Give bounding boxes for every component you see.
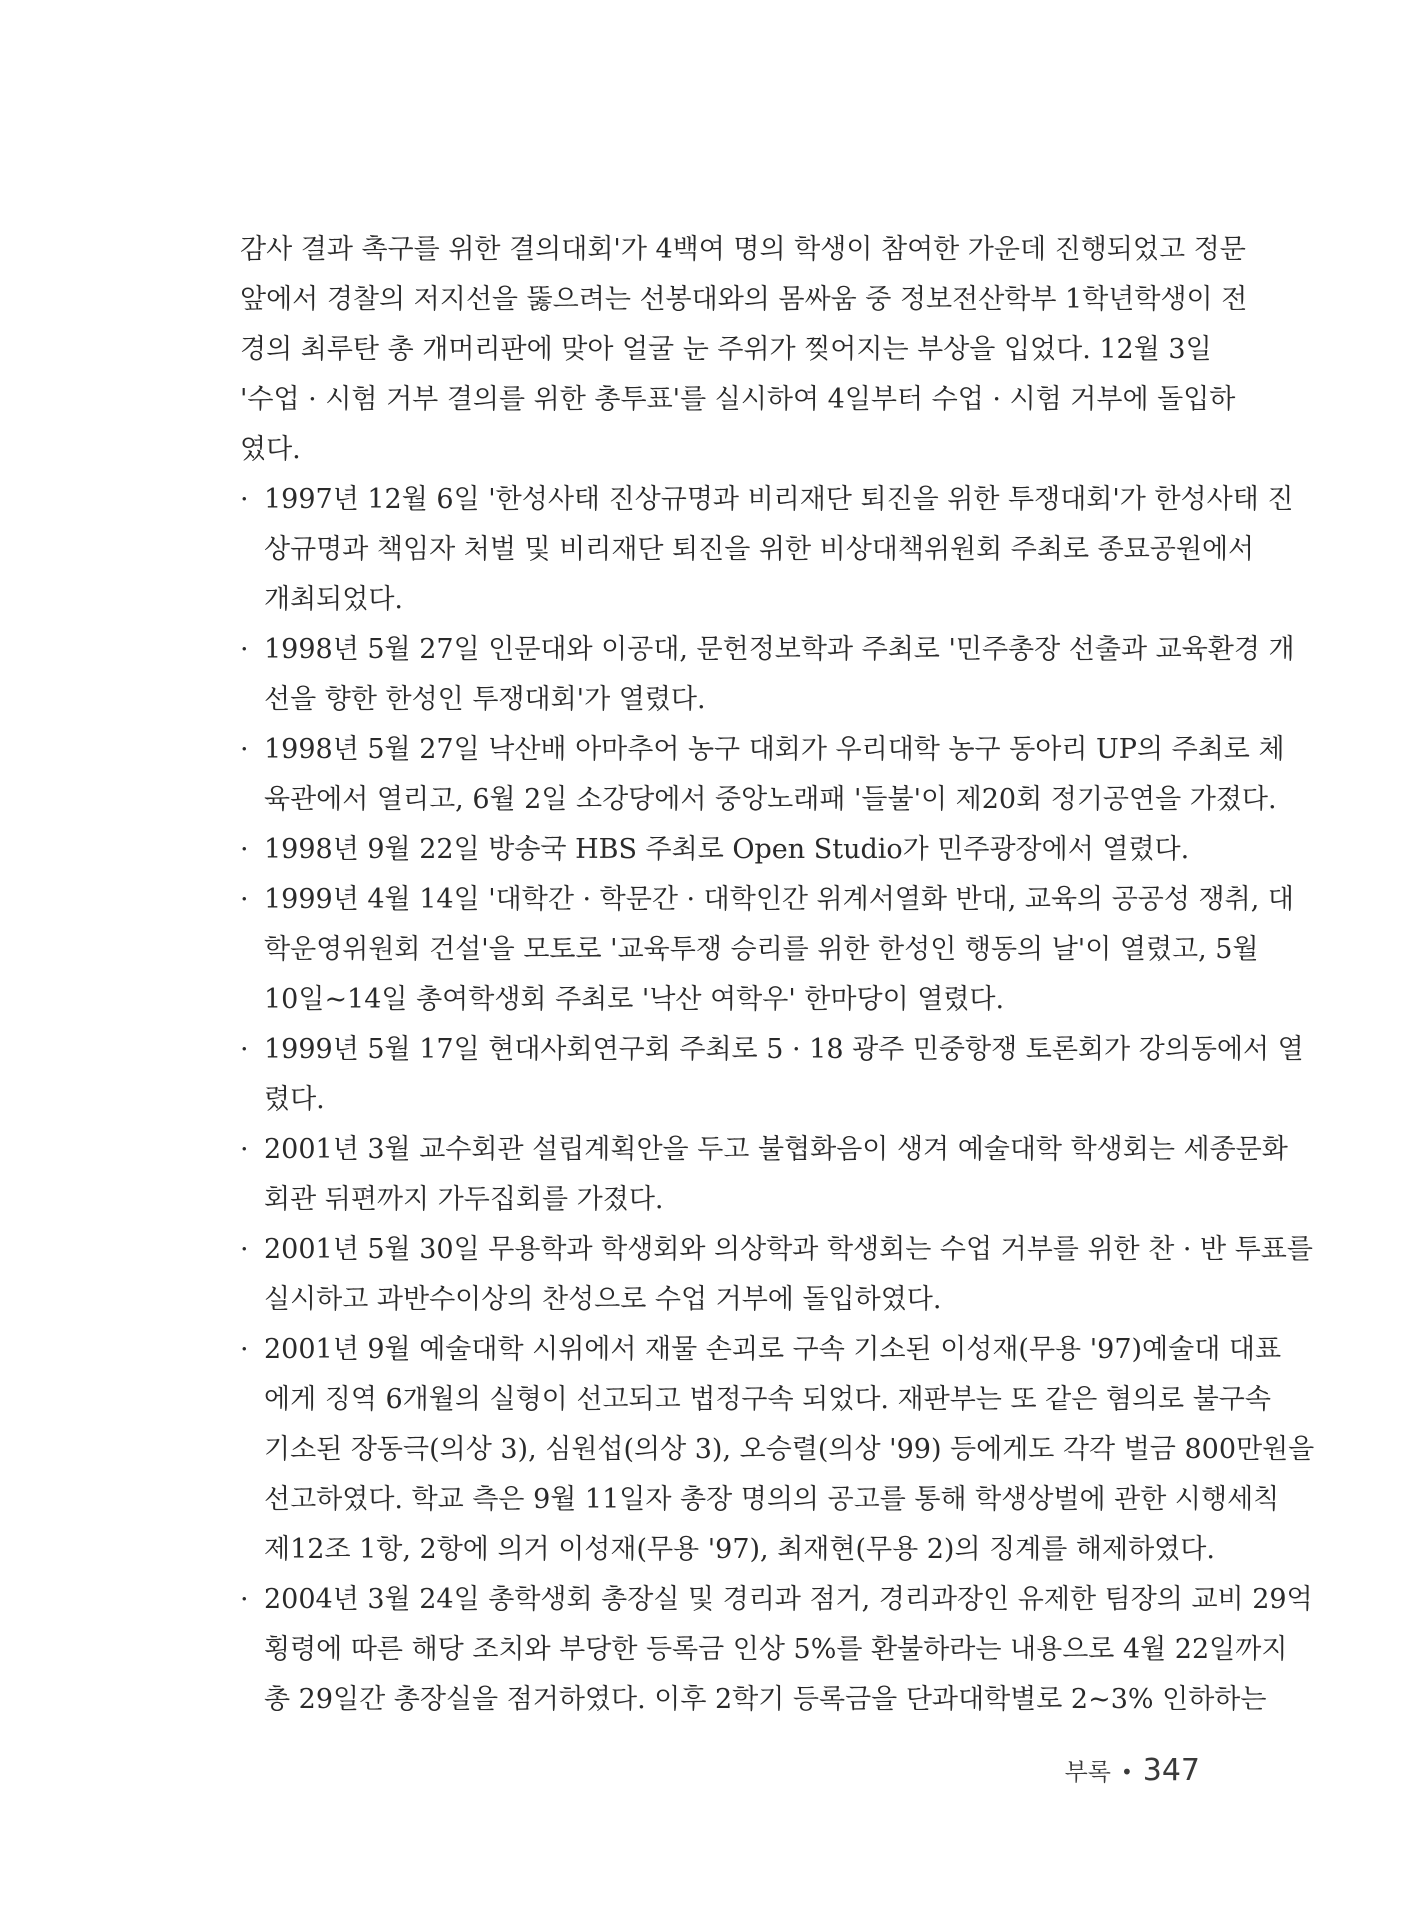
text-line	[240, 1175, 1200, 1225]
line-text: 실시하고 과반수이상의 찬성으로 수업 거부에 돌입하였다.	[264, 1284, 942, 1315]
line-text: 회관 뒤편까지 가두집회를 가졌다.	[264, 1184, 664, 1215]
text-line	[240, 1375, 1271, 1425]
bullet-marker: ·	[240, 634, 249, 665]
line-text: 선을 향한 한성인 투쟁대회'가 열렸다.	[264, 684, 706, 715]
bullet-marker: ·	[240, 484, 249, 515]
line-text: 였다.	[240, 434, 301, 465]
line-text: 10일~14일 총여학생회 주최로 '낙산 여학우' 한마당이 열렸다.	[264, 984, 1005, 1015]
line-text: 기소된 장동극(의상 3), 심원섭(의상 3), 오승렬(의상 '99) 등에게도 각각 벌금 800만원을	[264, 1434, 1315, 1465]
text-line	[240, 1275, 1200, 1325]
line-text: 렸다.	[264, 1084, 325, 1115]
bullet-item	[240, 1025, 1304, 1125]
bullet-marker: ·	[240, 1584, 249, 1615]
bullet-item	[240, 1575, 1313, 1725]
footer-section-label: 부록	[1064, 1758, 1111, 1786]
text-line	[240, 725, 1285, 775]
line-text: '수업 · 시험 거부 결의를 위한 총투표'를 실시하여 4일부터 수업 · 시험 거부에 돌입하	[240, 384, 1236, 415]
bullet-marker: ·	[240, 1034, 249, 1065]
line-text: 횡령에 따른 해당 조치와 부당한 등록금 인상 5%를 환불하라는 내용으로 4월 22일까지	[264, 1634, 1288, 1665]
text-line	[240, 1425, 1315, 1475]
text-line	[240, 1575, 1313, 1625]
bullet-item	[240, 475, 1294, 625]
bullet-item	[240, 875, 1294, 1025]
line-text: 제12조 1항, 2항에 의거 이성재(무용 '97), 최재현(무용 2)의 징계를 해제하였다.	[264, 1534, 1215, 1565]
page-number: 347	[1142, 1753, 1200, 1788]
text-line	[240, 875, 1294, 925]
text-line	[240, 425, 1200, 475]
line-text: 2001년 9월 예술대학 시위에서 재물 손괴로 구속 기소된 이성재(무용 '97)예술대 대표	[264, 1334, 1282, 1365]
text-line	[240, 625, 1295, 675]
line-text: 감사 결과 촉구를 위한 결의대회'가 4백여 명의 학생이 참여한 가운데 진행되었고 정문	[240, 234, 1246, 265]
bullet-marker: ·	[240, 834, 249, 865]
line-text: 1998년 5월 27일 낙산배 아마추어 농구 대회가 우리대학 농구 동아리 UP의 주최로 체	[264, 734, 1285, 765]
body-text	[240, 225, 1315, 1725]
bullet-marker: ·	[240, 884, 249, 915]
text-line	[240, 1225, 1313, 1275]
line-text: 경의 최루탄 총 개머리판에 맞아 얼굴 눈 주위가 찢어지는 부상을 입었다. 12월 3일	[240, 334, 1212, 365]
line-text: 2004년 3월 24일 총학생회 총장실 및 경리과 점거, 경리과장인 유제한 팀장의 교비 29억	[264, 1584, 1313, 1615]
text-line	[240, 1475, 1280, 1525]
text-line	[240, 1325, 1282, 1375]
bullet-item	[240, 625, 1295, 725]
line-text: 선고하였다. 학교 측은 9월 11일자 총장 명의의 공고를 통해 학생상벌에 관한 시행세칙	[264, 1484, 1280, 1515]
line-text: 2001년 3월 교수회관 설립계획안을 두고 불협화음이 생겨 예술대학 학생회는 세종문화	[264, 1134, 1288, 1165]
text-line	[240, 275, 1248, 325]
line-text: 1998년 9월 22일 방송국 HBS 주최로 Open Studio가 민주광장에서 열렸다.	[264, 834, 1190, 865]
bullet-item	[240, 825, 1200, 875]
bullet-item	[240, 1225, 1313, 1325]
line-text: 1999년 5월 17일 현대사회연구회 주최로 5 · 18 광주 민중항쟁 토론회가 강의동에서 열	[264, 1034, 1304, 1065]
line-text: 1999년 4월 14일 '대학간 · 학문간 · 대학인간 위계서열화 반대, 교육의 공공성 쟁취, 대	[264, 884, 1294, 915]
line-text: 앞에서 경찰의 저지선을 뚫으려는 선봉대와의 몸싸움 중 정보전산학부 1학년학생이 전	[240, 284, 1248, 315]
text-line	[240, 1025, 1304, 1075]
bullet-marker: ·	[240, 1134, 249, 1165]
text-line	[240, 1625, 1288, 1675]
text-line	[240, 825, 1200, 875]
line-text: 2001년 5월 30일 무용학과 학생회와 의상학과 학생회는 수업 거부를 위한 찬 · 반 투표를	[264, 1234, 1313, 1265]
line-text: 1997년 12월 6일 '한성사태 진상규명과 비리재단 퇴진을 위한 투쟁대회'가 한성사태 진	[264, 484, 1294, 515]
line-text: 개최되었다.	[264, 584, 403, 615]
bullet-item	[240, 725, 1285, 825]
text-line	[240, 775, 1277, 825]
bullet-marker: ·	[240, 734, 249, 765]
line-text: 육관에서 열리고, 6월 2일 소강당에서 중앙노래패 '들불'이 제20회 정기공연을 가졌다.	[264, 784, 1277, 815]
text-line	[240, 675, 1200, 725]
paragraph	[240, 225, 1248, 475]
text-line	[240, 1525, 1215, 1575]
text-line	[240, 525, 1255, 575]
text-line	[240, 1675, 1267, 1725]
line-text: 에게 징역 6개월의 실형이 선고되고 법정구속 되었다. 재판부는 또 같은 혐의로 불구속	[264, 1384, 1271, 1415]
footer-separator: •	[1120, 1759, 1133, 1784]
bullet-item	[240, 1325, 1315, 1575]
text-line	[240, 225, 1246, 275]
text-line	[240, 575, 1200, 625]
bullet-item	[240, 1125, 1288, 1225]
page-footer	[1065, 1752, 1200, 1788]
line-text: 학운영위원회 건설'을 모토로 '교육투쟁 승리를 위한 한성인 행동의 날'이 열렸고, 5월	[264, 934, 1259, 965]
bullet-marker: ·	[240, 1334, 249, 1365]
text-line	[240, 375, 1236, 425]
text-line	[240, 975, 1200, 1025]
text-line	[240, 1125, 1288, 1175]
text-line	[240, 325, 1212, 375]
text-line	[240, 925, 1259, 975]
text-line	[240, 1075, 1200, 1125]
line-text: 상규명과 책임자 처벌 및 비리재단 퇴진을 위한 비상대책위원회 주최로 종묘공원에서	[264, 534, 1255, 565]
line-text: 1998년 5월 27일 인문대와 이공대, 문헌정보학과 주최로 '민주총장 선출과 교육환경 개	[264, 634, 1295, 665]
line-text: 총 29일간 총장실을 점거하였다. 이후 2학기 등록금을 단과대학별로 2~3% 인하하는	[264, 1684, 1267, 1715]
text-line	[240, 475, 1294, 525]
bullet-marker: ·	[240, 1234, 249, 1265]
